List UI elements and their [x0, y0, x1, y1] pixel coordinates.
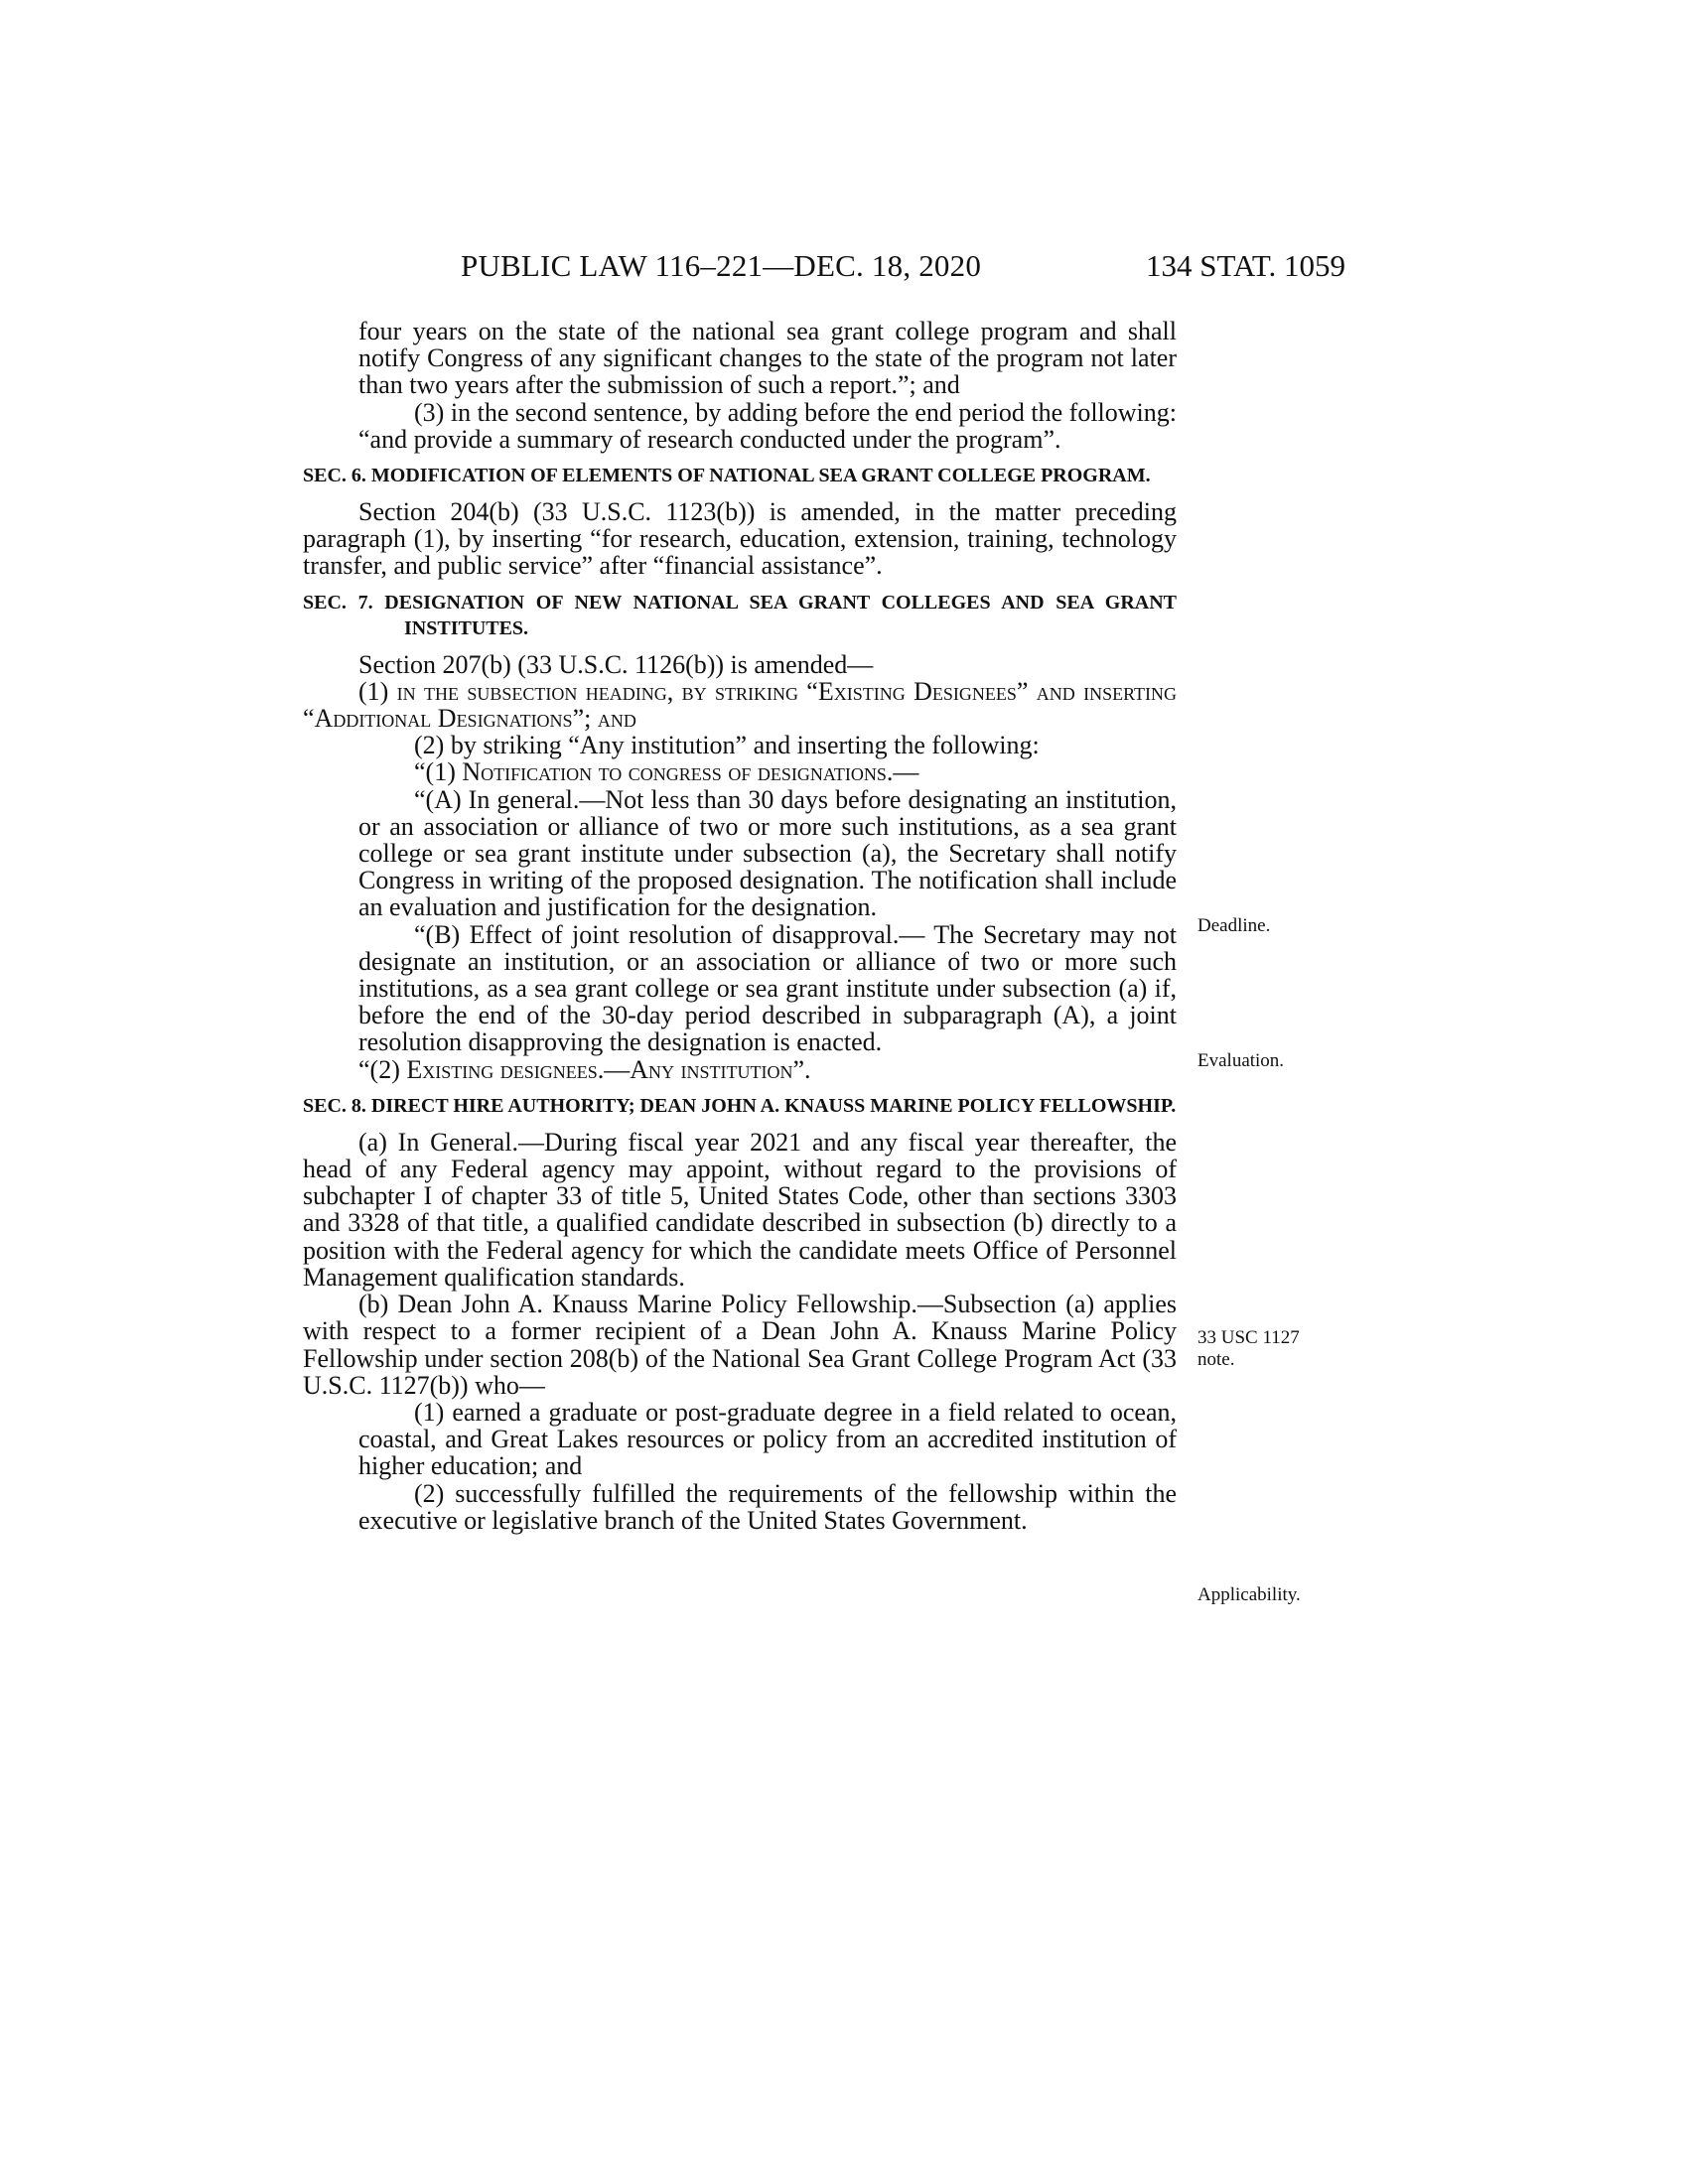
paragraph-continuation: four years on the state of the national sea grant college program and shall notify Congress of any significant changes to the state of the program not later than two years after the submission of such a report.”; and — [358, 317, 1177, 400]
section-8-item-1: (1) earned a graduate or post-graduate degree in a field related to ocean, coastal, and Great Lakes resources or policy from an accredited institution of higher education; and — [358, 1397, 1177, 1481]
section-7-item-1 — [247, 678, 1177, 732]
document-body — [303, 318, 1177, 1534]
section-6-heading: SEC. 6. MODIFICATION OF ELEMENTS OF NATIONAL SEA GRANT COLLEGE PROGRAM. — [303, 465, 1151, 487]
section-8-item-2: (2) successfully fulfilled the requirements of the fellowship within the executive or legislative branch of the United States Government. — [358, 1478, 1177, 1535]
quoted-subparagraph-a-text: “(A) In general.—Not less than 30 days before designating an institution, or an association or alliance of two or more such institutions, as a sea grant college or sea grant institute under subsection (a), the Secretary shall notify Congress in writing of the proposed designation. The notification shall include an evaluation and justification for the designation. — [358, 784, 1177, 922]
quoted-subparagraph-b — [303, 921, 1177, 1056]
margin-note-applicability: Applicability. — [1197, 1584, 1301, 1605]
section-8-subsection-a: (a) In General.—During fiscal year 2021 and any fiscal year thereafter, the head of any Federal agency may appoint, without regard to the provisions of subchapter I of chapter 33 of title 5, United States Code, other than sections 3303 and 3328 of that title, a qualified candidate described in subsection (b) directly to a position with the Federal agency for which the candidate meets Office of Personnel Management qualification standards. — [303, 1127, 1177, 1292]
running-header-title: PUBLIC LAW 116–221—DEC. 18, 2020 — [461, 248, 982, 283]
section-8-heading: SEC. 8. DIRECT HIRE AUTHORITY; DEAN JOHN A. KNAUSS MARINE POLICY FELLOWSHIP. — [303, 1094, 1177, 1117]
quoted-paragraph-1: “(1) Notification to congress of designations.— — [414, 757, 919, 787]
statute-page-number: 134 STAT. 1059 — [1146, 248, 1346, 283]
section-7-heading: SEC. 7. DESIGNATION OF NEW NATIONAL SEA GRANT COLLEGES AND SEA GRANT INSTITUTES. — [303, 591, 1177, 639]
paragraph-item-3 — [303, 399, 1177, 453]
section-7-item-2: (2) by striking “Any institution” and inserting the following: — [414, 731, 1040, 760]
margin-note-usc-line-1: 33 USC 1127 — [1197, 1327, 1300, 1348]
quoted-subparagraph-a — [303, 786, 1177, 921]
quoted-subparagraph-b-text: “(B) Effect of joint resolution of disapproval.— The Secretary may not designate an institution, or an association or alliance of two or more such institutions, as a sea grant college or sea grant institute under subsection (a) if, before the end of the 30-day period described in subparagraph (A), a joint resolution disapproving the designation is enacted. — [358, 919, 1177, 1057]
margin-note-deadline: Deadline. — [1197, 915, 1271, 936]
section-7-item-1-text: (1) in the subsection heading, by striking “Existing Designees” and inserting “Additional Designations”; and — [303, 676, 1177, 734]
quoted-paragraph-2: “(2) Existing designees.—Any institution”. — [358, 1054, 811, 1084]
section-7-intro: Section 207(b) (33 U.S.C. 1126(b)) is amended— — [358, 649, 874, 679]
section-8-subsection-b: (b) Dean John A. Knauss Marine Policy Fellowship.—Subsection (a) applies with respect to a former recipient of a Dean John A. Knauss Marine Policy Fellowship under section 208(b) of the National Sea Grant College Program Act (33 U.S.C. 1127(b)) who— — [303, 1290, 1177, 1400]
paragraph-item-3-text: (3) in the second sentence, by adding before the end period the following: “and provide a summary of research conducted under the program”. — [358, 397, 1177, 454]
section-6-text: Section 204(b) (33 U.S.C. 1123(b)) is amended, in the matter preceding paragraph (1), by inserting “for research, education, extension, training, technology transfer, and public service” after “financial assistance”. — [303, 497, 1177, 581]
margin-note-evaluation: Evaluation. — [1197, 1050, 1285, 1071]
margin-note-usc-line-2: note. — [1197, 1349, 1235, 1370]
